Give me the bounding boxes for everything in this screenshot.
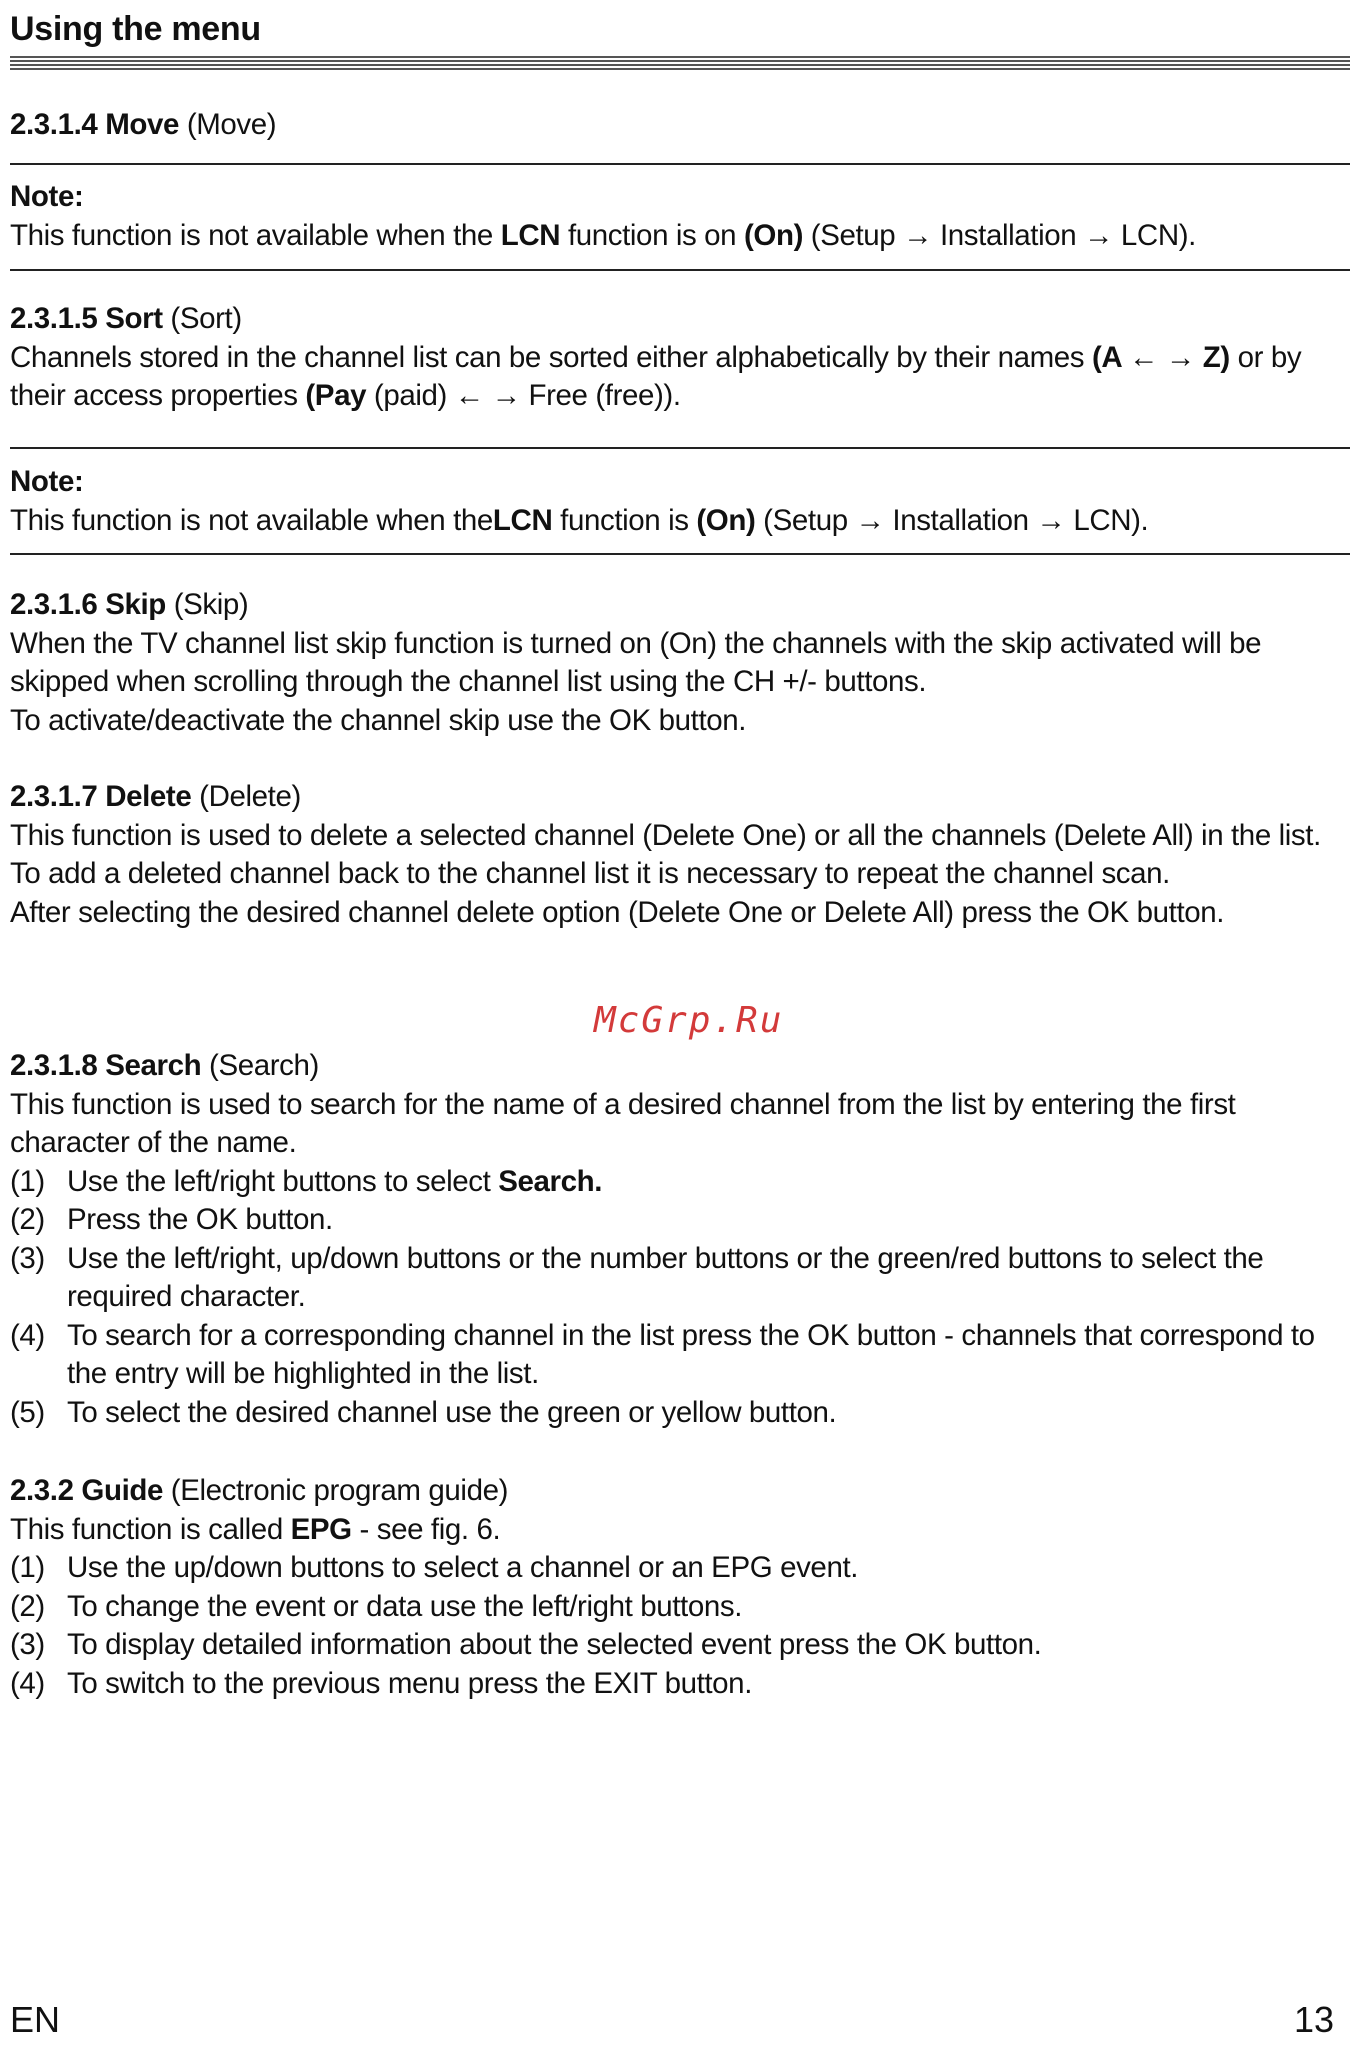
list-item: (2) Press the OK button. (10, 1203, 333, 1236)
note-text: This function is not available when the LCN function is on (On) (Setup → Installation → LCN). (10, 218, 1196, 252)
section-sort-heading: 2.3.1.5 Sort (Sort) (10, 302, 242, 335)
section-skip (10, 586, 1350, 740)
section-name: Move (105, 108, 180, 141)
section-delete-heading: 2.3.1.7 Delete (Delete) (10, 780, 301, 813)
paragraph: This function is called EPG - see fig. 6. (10, 1512, 501, 1546)
paragraph: This function is used to search for the name of a desired channel from the list by entering the first character of the name. (10, 1087, 1236, 1159)
section-search (10, 1047, 1350, 1432)
section-sort (10, 300, 1350, 416)
section-number: 2.3.1.4 (10, 108, 98, 141)
section-sort-text: Channels stored in the channel list can be sorted either alphabetically by their names (A ← → Z) or by their access properties (Pay (paid) ← → Free (free)). (10, 340, 1302, 412)
paragraph: After selecting the desired channel delete option (Delete One or Delete All) press the OK button. (10, 895, 1225, 929)
watermark-text: McGrp.Ru (594, 1000, 784, 1041)
section-paren: (Move) (179, 108, 277, 141)
list-item: (3) To display detailed information about the selected event press the OK button. (10, 1628, 1042, 1661)
list-item: (4) To search for a corresponding channel in the list press the OK button - channels that correspond to the entry will be highlighted in the list. (10, 1318, 1315, 1390)
note-text: This function is not available when theLCN function is (On) (Setup → Installation → LCN). (10, 503, 1149, 537)
list-item: (1) Use the left/right buttons to select Search. (10, 1164, 603, 1198)
footer-language: EN (10, 1999, 61, 2040)
page-header-title: Using the menu (10, 10, 261, 48)
divider (10, 269, 1350, 271)
divider (10, 163, 1350, 165)
list-item: (2) To change the event or data use the left/right buttons. (10, 1589, 742, 1623)
list-item: (3) Use the left/right, up/down buttons or the number buttons or the green/red buttons to select the required character. (10, 1241, 1264, 1313)
section-delete (10, 778, 1350, 932)
divider (10, 553, 1350, 555)
paragraph: When the TV channel list skip function is turned on (On) the channels with the skip activated will be skipped when scrolling through the channel list using the CH +/- buttons. (10, 626, 1262, 698)
section-guide (10, 1472, 1350, 1703)
page-number: 13 (1293, 1999, 1334, 2040)
section-search-heading: 2.3.1.8 Search (Search) (10, 1049, 319, 1082)
note-block (10, 463, 1350, 540)
note-label: Note: (10, 180, 84, 213)
paragraph: This function is used to delete a selected channel (Delete One) or all the channels (Delete All) in the list. To add a deleted channel back to the channel list it is necessary to repeat the channel scan. (10, 818, 1321, 890)
section-guide-heading: 2.3.2 Guide (Electronic program guide) (10, 1474, 509, 1507)
divider (10, 447, 1350, 449)
section-move-heading (10, 106, 1350, 145)
section-skip-heading: 2.3.1.6 Skip (Skip) (10, 588, 249, 621)
list-item: (1) Use the up/down buttons to select a channel or an EPG event. (10, 1551, 859, 1584)
list-item: (4) To switch to the previous menu press the EXIT button. (10, 1666, 752, 1700)
header-rule (10, 56, 1350, 72)
list-item: (5) To select the desired channel use the green or yellow button. (10, 1395, 837, 1429)
note-block (10, 178, 1350, 255)
paragraph: To activate/deactivate the channel skip use the OK button. (10, 703, 747, 737)
note-label: Note: (10, 465, 84, 498)
